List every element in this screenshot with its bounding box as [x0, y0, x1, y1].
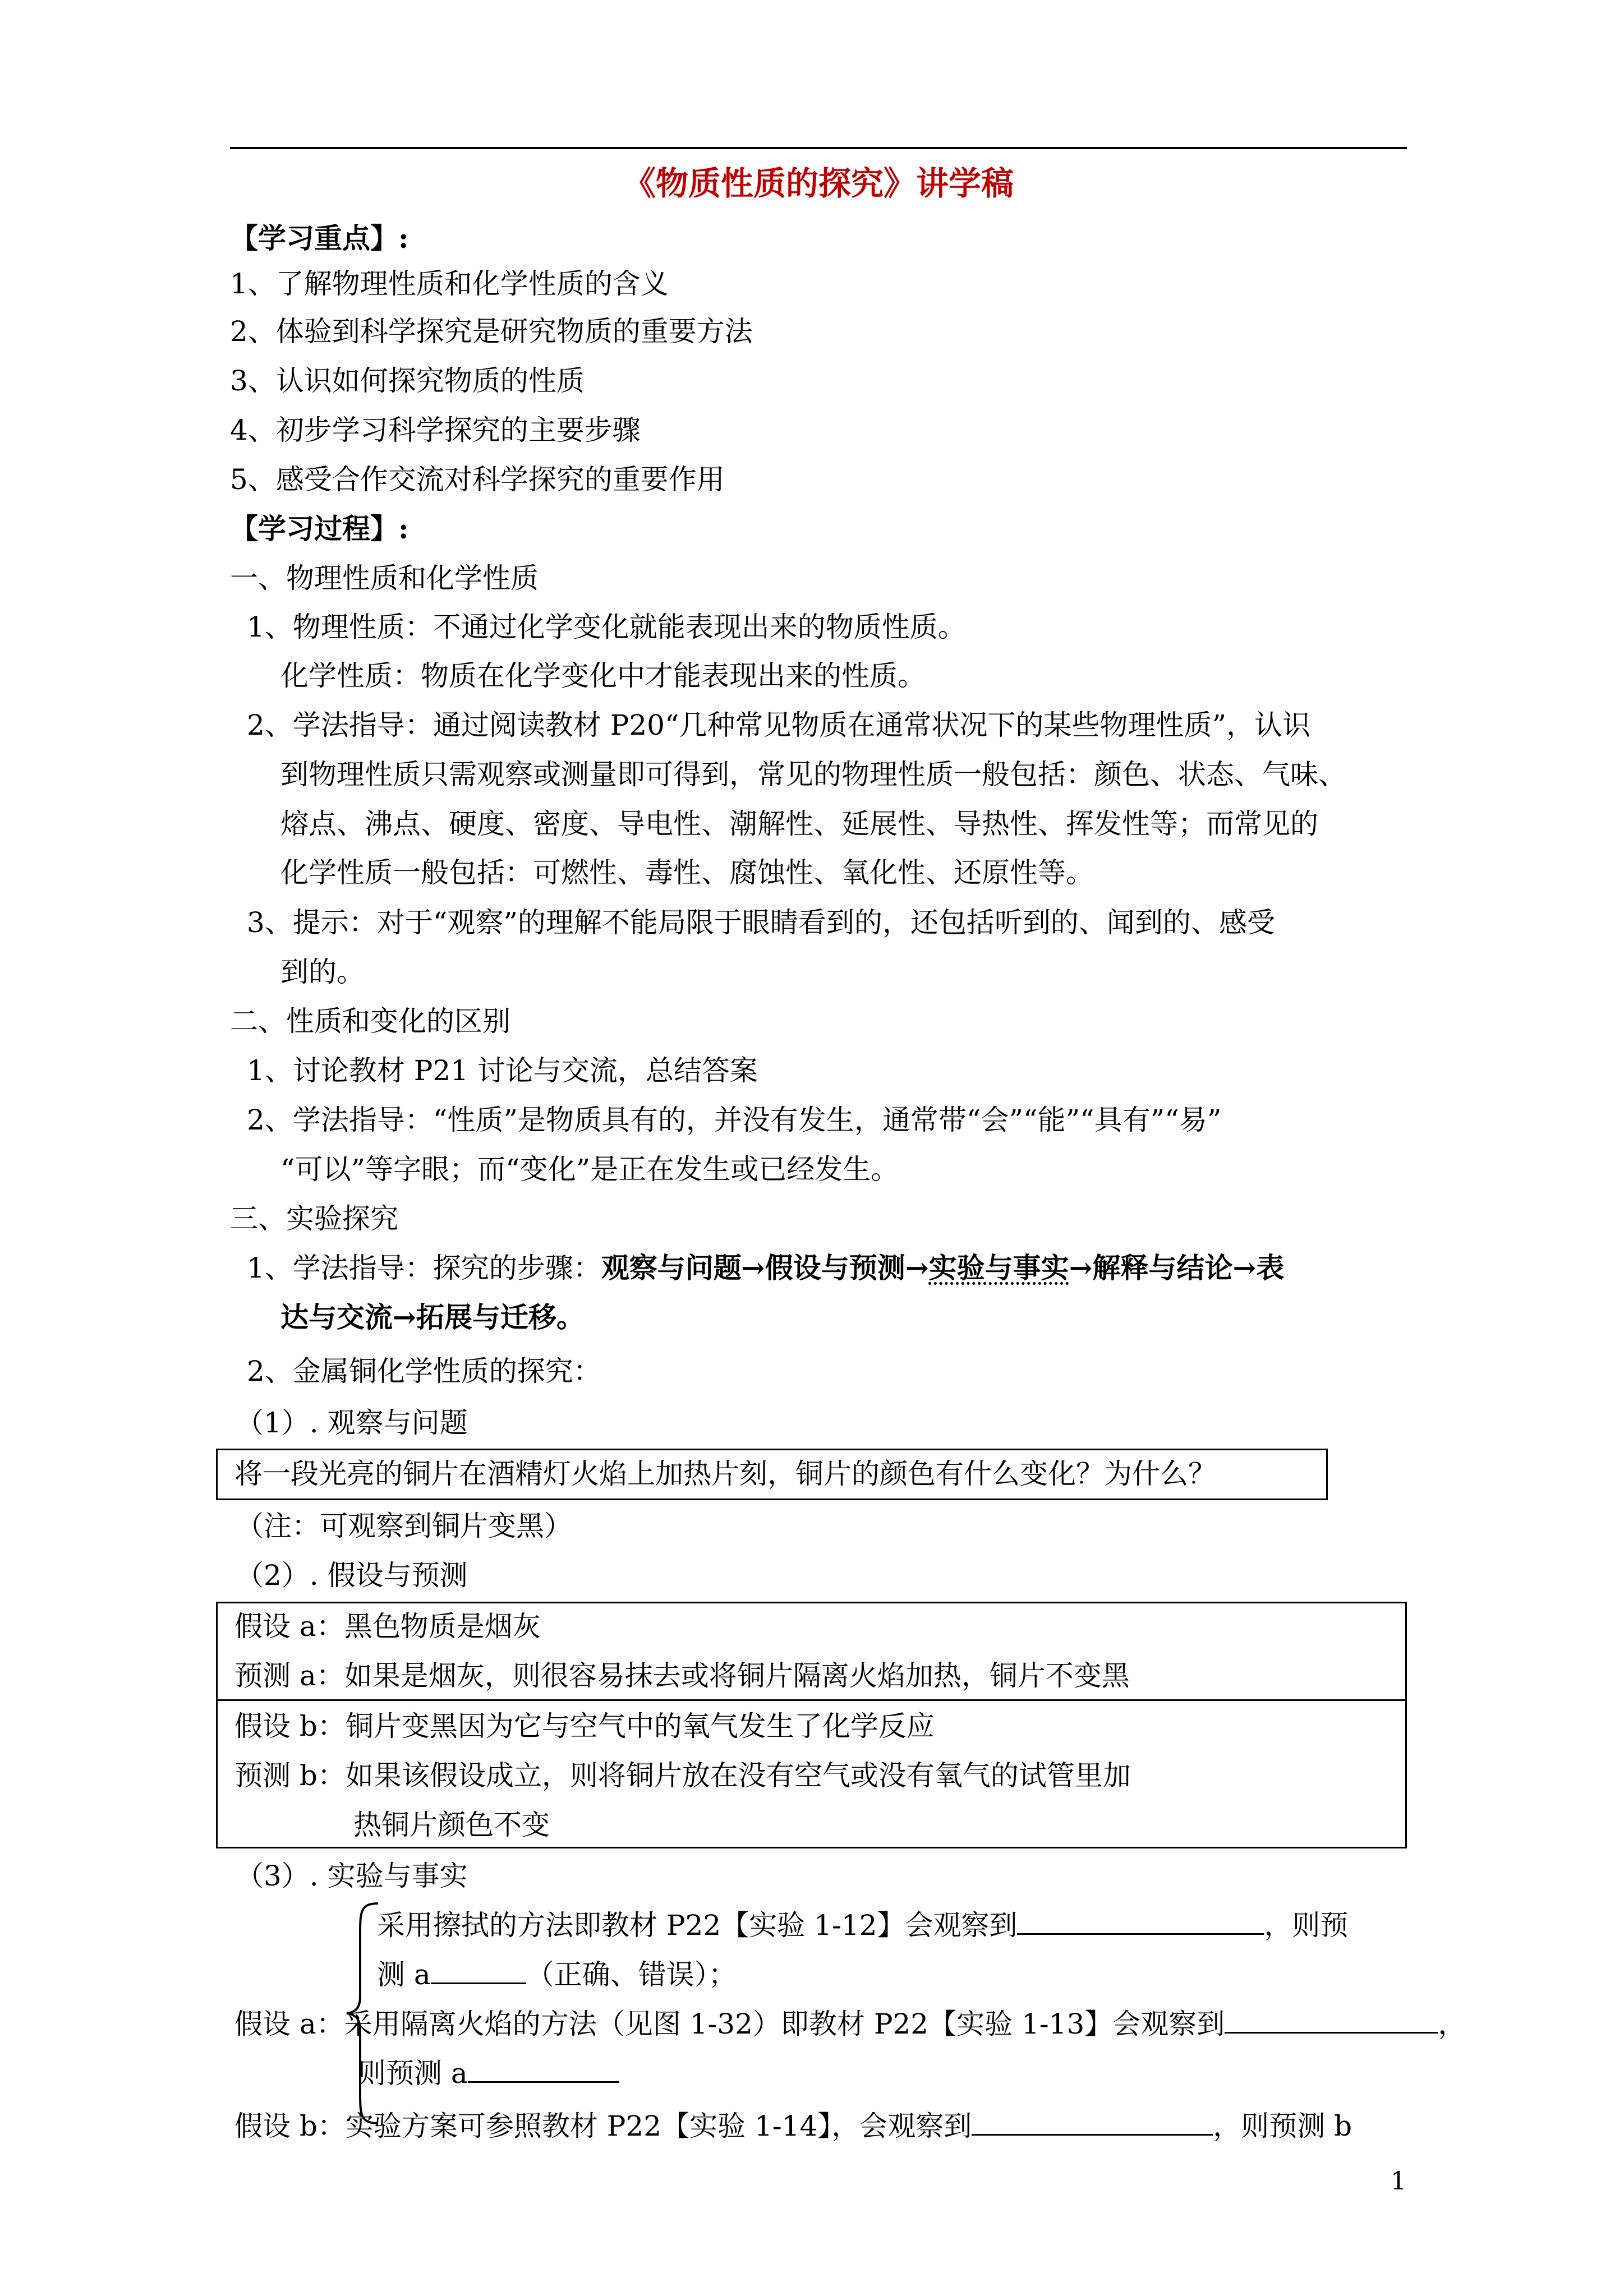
inquiry-steps-bold: →解释与结论→表 [1069, 1251, 1285, 1284]
step-1-title: （1）. 观察与问题 [236, 1407, 468, 1439]
prediction-b: 预测 b：如果该假设成立，则将铜片放在没有空气或没有氧气的试管里加 [234, 1759, 1131, 1792]
observation-note: （注：可观察到铜片变黑） [236, 1510, 572, 1542]
question-text: 将一段光亮的铜片在酒精灯火焰上加热片刻，铜片的颜色有什么变化？为什么？ [234, 1458, 1216, 1490]
focus-item: 4、初步学习科学探究的主要步骤 [230, 414, 641, 446]
experiment-line [377, 1906, 1348, 1945]
guide-text: 到物理性质只需观察或测量即可得到，常见的物理性质一般包括：颜色、状态、气味、 [280, 758, 1346, 791]
experiment-text: ，则预测 b [1213, 2110, 1352, 2142]
experiment-text: 假设 b：实验方案可参照教材 P22【实验 1-14】，会观察到 [234, 2110, 972, 2142]
copper-inquiry-title: 2、金属铜化学性质的探究： [247, 1355, 601, 1387]
section-3-title: 三、实验探究 [230, 1202, 398, 1235]
answer-blank[interactable] [431, 1958, 526, 1984]
section-1-title: 一、物理性质和化学性质 [230, 562, 539, 594]
focus-item: 1、了解物理性质和化学性质的含义 [230, 268, 669, 300]
experiment-text: 则预测 a [358, 2057, 468, 2090]
focus-item: 3、认识如何探究物质的性质 [230, 365, 585, 397]
experiment-line [234, 2004, 1466, 2044]
experiment-text: ， [1438, 2008, 1466, 2040]
answer-blank[interactable] [1225, 2007, 1438, 2034]
step-2-title: （2）. 假设与预测 [236, 1559, 468, 1592]
focus-item: 5、感受合作交流对科学探究的重要作用 [230, 463, 725, 496]
discussion-text: 1、讨论教材 P21 讨论与交流，总结答案 [247, 1054, 758, 1087]
prediction-a: 预测 a：如果是烟灰，则很容易抹去或将铜片隔离火焰加热，铜片不变黑 [234, 1659, 1130, 1692]
header-rule [230, 147, 1407, 149]
guide-text: 熔点、沸点、硬度、密度、导电性、潮解性、延展性、导热性、挥发性等；而常见的 [280, 808, 1318, 840]
document-title: 《物质性质的探究》讲学稿 [623, 164, 1014, 202]
hypothesis-a: 假设 a：黑色物质是烟灰 [234, 1610, 541, 1643]
step-3-title: （3）. 实验与事实 [236, 1860, 468, 1892]
experiment-text: （正确、错误）； [526, 1958, 737, 1991]
hypothesis-b: 假设 b：铜片变黑因为它与空气中的氧气发生了化学反应 [234, 1710, 935, 1742]
experiment-line [377, 1955, 737, 1994]
focus-item: 2、体验到科学探究是研究物质的重要方法 [230, 315, 753, 348]
experiment-text: 测 a [377, 1958, 431, 1991]
hint-text: 3、提示：对于“观察”的理解不能局限于眼睛看到的，还包括听到的、闻到的、感受 [247, 906, 1275, 939]
guide-text: 2、学法指导：通过阅读教材 P20“几种常见物质在通常状况下的某些物理性质”，认识 [247, 709, 1311, 741]
guide-text: 2、学法指导：“性质”是物质具有的，并没有发生，通常带“会”“能”“具有”“易” [247, 1104, 1222, 1136]
page-number: 1 [1391, 2167, 1406, 2196]
hypothesis-divider [216, 1699, 1407, 1701]
experiment-line [234, 2106, 1352, 2146]
experiment-line [358, 2054, 619, 2093]
guide-text: “可以”等字眼；而“变化”是正在发生或已经发生。 [280, 1153, 899, 1186]
process-heading: 【学习过程】: [230, 512, 409, 545]
chemical-property-def: 化学性质：物质在化学变化中才能表现出来的性质。 [280, 660, 926, 692]
physical-property-def: 1、物理性质：不通过化学变化就能表现出来的物质性质。 [247, 611, 966, 643]
section-2-title: 二、性质和变化的区别 [230, 1005, 510, 1038]
focus-heading: 【学习重点】: [230, 222, 409, 255]
answer-blank[interactable] [468, 2057, 619, 2083]
answer-blank[interactable] [1017, 1908, 1264, 1935]
experiment-text: 采用擦拭的方法即教材 P22【实验 1-12】会观察到 [377, 1909, 1018, 1942]
inquiry-steps [247, 1248, 1284, 1288]
experiment-text: 假设 a：采用隔离火焰的方法（见图 1-32）即教材 P22【实验 1-13】会观察到 [234, 2008, 1225, 2040]
inquiry-steps-cont: 达与交流→拓展与迁移。 [280, 1301, 585, 1334]
answer-blank[interactable] [972, 2109, 1213, 2136]
prediction-b-cont: 热铜片颜色不变 [353, 1809, 550, 1841]
inquiry-steps-prefix: 1、学法指导：探究的步骤： [247, 1252, 601, 1284]
inquiry-steps-bold: 观察与问题→假设与预测→ [601, 1251, 929, 1284]
guide-text: 化学性质一般包括：可燃性、毒性、腐蚀性、氧化性、还原性等。 [280, 856, 1094, 889]
experiment-text: ，则预 [1264, 1909, 1349, 1942]
hint-text: 到的。 [280, 956, 365, 988]
inquiry-steps-underlined: 实验与事实 [928, 1251, 1069, 1284]
